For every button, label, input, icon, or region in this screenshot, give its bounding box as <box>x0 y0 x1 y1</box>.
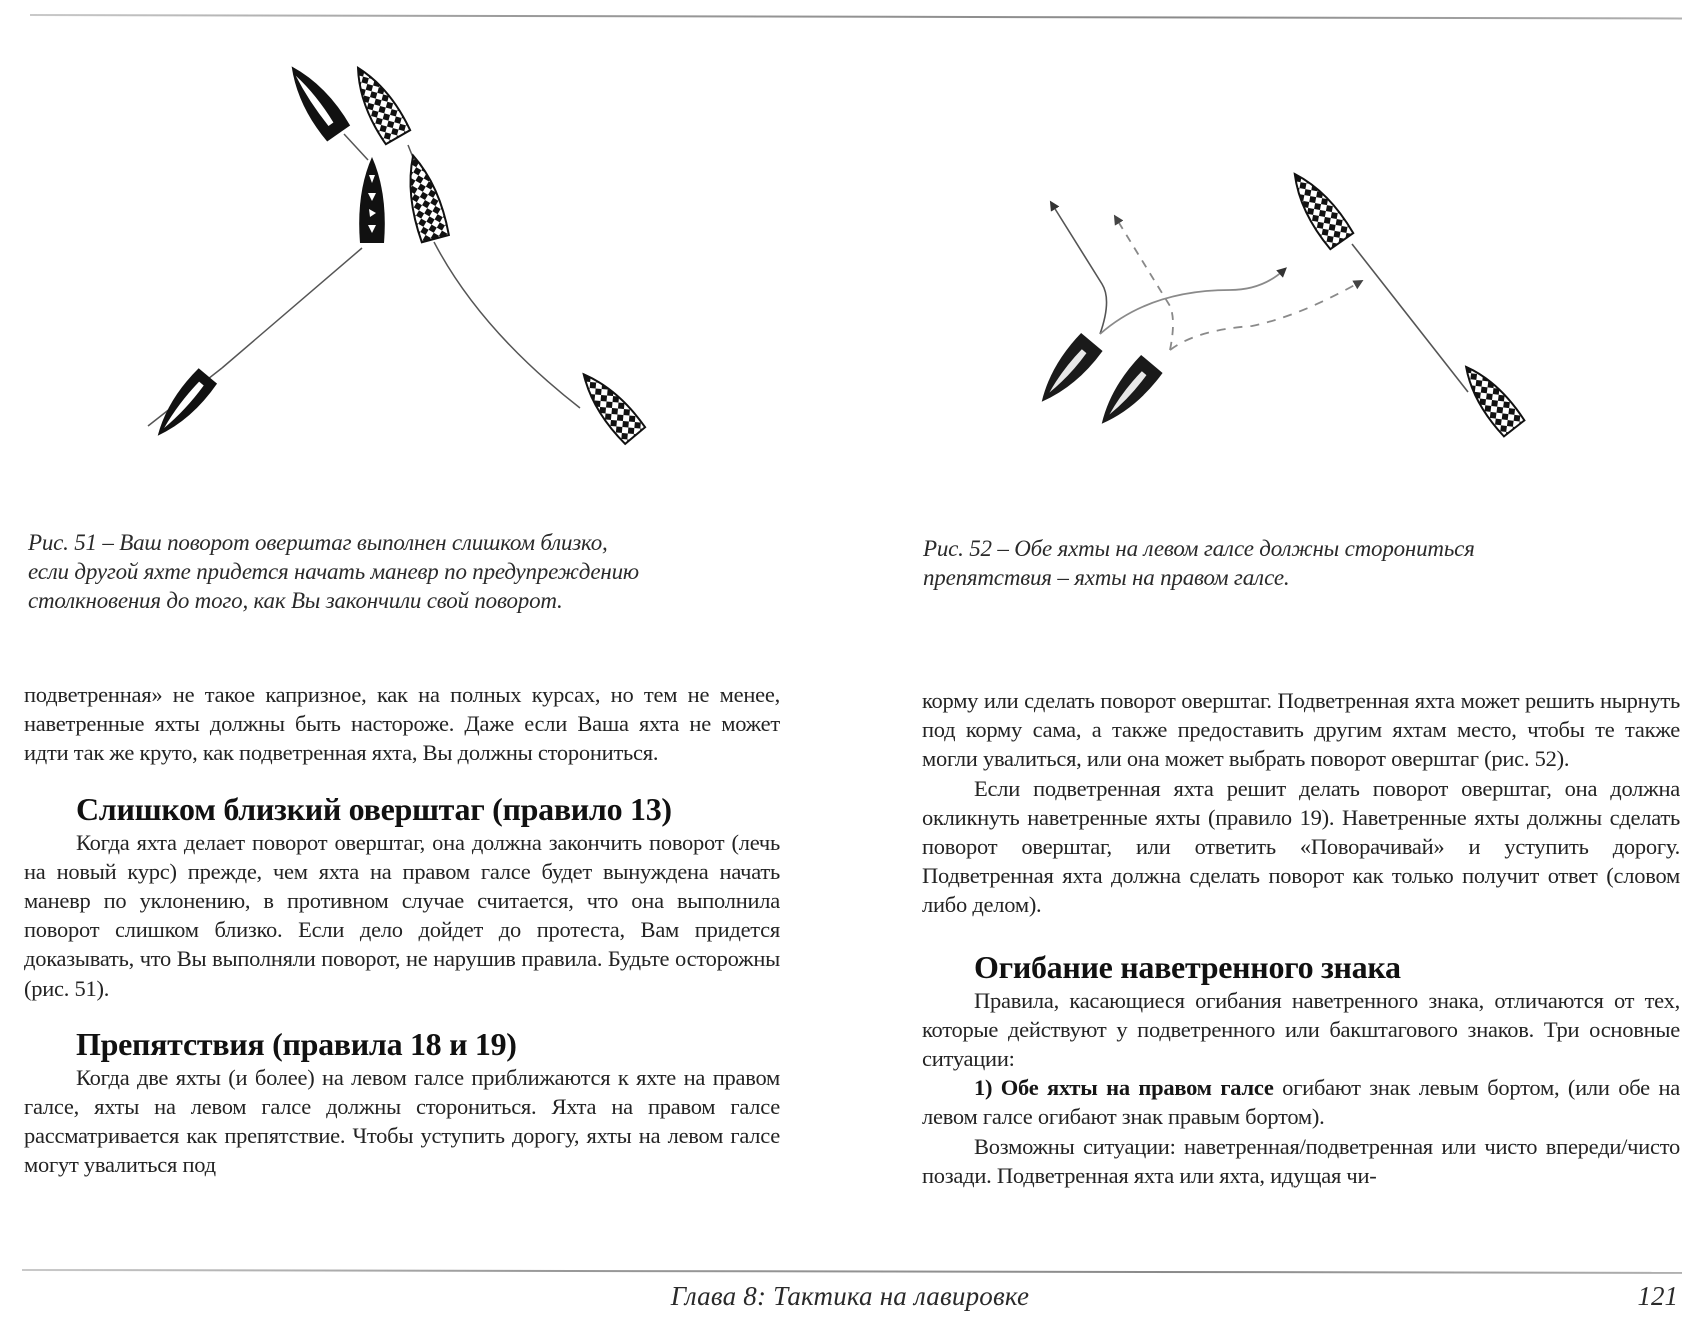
page-number: 121 <box>1637 1281 1678 1311</box>
arrow-solid-tack <box>1052 204 1107 334</box>
boat-checkered-starboard-top <box>1283 166 1354 250</box>
arrow-dashed-tack <box>1116 218 1173 350</box>
top-rule <box>30 14 1682 19</box>
paragraph: Когда яхта делает поворот оверштаг, она должна закончить поворот (лечь на новый курс) прежде, чем яхта на правом галсе будет вынуждена начать маневр по уклонению, в противном случае считается, что она выполнила поворот слишком близко. Если дело дойдет до протеста, Вам придется доказывать, что Вы выполняли поворот, не нарушив правила. Будьте осторожны (рис. 51). <box>24 829 780 1001</box>
paragraph: Возможны ситуации: наветренная/подветренная или чисто впереди/чисто позади. Подветренная яхта или яхта, идущая чи- <box>922 1133 1680 1188</box>
right-text-column <box>922 686 1680 1190</box>
paragraph: подветренная» не такое капризное, как на полных курсах, но тем не менее, наветренные яхты должны быть настороже. Даже если Ваша яхта не может идти так же круто, как подветренная яхта, Вы должны сторониться. <box>24 682 780 766</box>
figure-51-diagram <box>0 40 850 500</box>
boat-black-mid <box>359 157 385 243</box>
caption-line: если другой яхте придется начать маневр по предупреждению <box>28 559 639 584</box>
paragraph: Правила, касающиеся огибания наветренного знака, отличаются от тех, которые действуют у подветренного или бакштагового знаков. Три основные ситуации: <box>922 987 1680 1072</box>
track-line-port-yacht-3 <box>344 134 368 160</box>
track-line-starboard-yacht <box>434 242 580 408</box>
track-line-starboard <box>1352 244 1468 392</box>
section-heading-windward-mark: Огибание наветренного знака <box>974 948 1401 985</box>
boat-checkered-starboard-bottom <box>1455 358 1525 436</box>
situation-1-label: 1) Обе яхты на правом галсе <box>974 1075 1274 1101</box>
caption-line: Рис. 52 – Обе яхты на левом галсе должны сторониться <box>923 536 1475 561</box>
paragraph: корму или сделать поворот оверштаг. Подветренная яхта может решить нырнуть под корму сама, а также предоставить другим яхтам место, чтобы те также могли увалиться, или она может выбрать поворот оверштаг (рис. 52). <box>922 688 1680 772</box>
caption-line: препятствия – яхты на правом галсе. <box>923 565 1290 590</box>
figure-52-diagram <box>850 40 1701 500</box>
left-text-column <box>24 680 780 1180</box>
paragraph: Когда две яхты (и более) на левом галсе приближаются к яхте на правом галсе, яхты на левом галсе должны сторониться. Яхта на правом галсе рассматривается как препятствие. Чтобы уступить дорогу, яхты на левом галсе могут увалиться под <box>24 1064 780 1178</box>
track-line-port-yacht-2 <box>222 248 362 368</box>
paragraph: Если подветренная яхта решит делать поворот оверштаг, она должна окликнуть наветренные яхты (правило 19). Наветренные яхты должны сделать поворот оверштаг, или ответить «Поворачивай» и уступить дорогу. Подветренная яхта должна сделать поворот как только получит ответ (словом либо делом). <box>922 775 1680 918</box>
running-footer-chapter-title: Глава 8: Тактика на лавировке <box>670 1281 1030 1311</box>
boat-black-port-2 <box>1091 355 1163 433</box>
figure-51-caption <box>28 528 808 615</box>
boat-checkered-end <box>573 365 646 444</box>
paragraph-situation-1 <box>922 1073 1680 1131</box>
section-heading-close-tack: Слишком близкий оверштаг (правило 13) <box>76 790 672 827</box>
figure-52-caption <box>923 534 1663 592</box>
bottom-rule <box>22 1269 1682 1274</box>
boat-black-top <box>280 58 351 142</box>
boat-black-start <box>148 368 218 444</box>
boat-checkered-top <box>345 61 411 145</box>
boat-checkered-mid <box>399 152 450 243</box>
section-heading-obstacles: Препятствия (правила 18 и 19) <box>76 1025 517 1062</box>
caption-line: столкновения до того, как Вы закончили свой поворот. <box>28 588 563 613</box>
situation-1-text: огибают знак левым бортом, (или обе на левом галсе огибают знак правым бортом). <box>922 1075 1680 1130</box>
caption-line: Рис. 51 – Ваш поворот оверштаг выполнен слишком близко, <box>28 530 608 555</box>
boat-black-port-1 <box>1031 333 1103 411</box>
